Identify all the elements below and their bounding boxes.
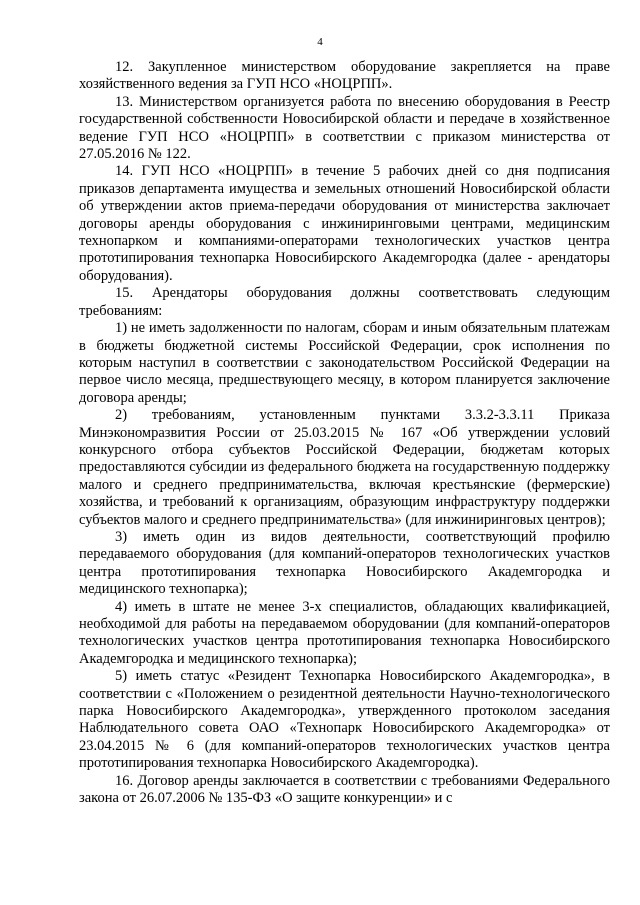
requirement-item-3: 3) иметь один из видов деятельности, соответствующий профилю передаваемого оборудования (для компаний-операторов технологических участков центра прототипирования технопарка Новосибирского Академгородка и медицинского технопарка);: [79, 528, 610, 598]
paragraph-16: 16. Договор аренды заключается в соответствии с требованиями Федерального закона от 26.07.2006 № 135-ФЗ «О защите конкуренции» и с: [79, 772, 610, 807]
requirement-item-1: 1) не иметь задолженности по налогам, сборам и иным обязательным платежам в бюджеты бюджетной системы Российской Федерации, срок исполнения по которым наступил в соответствии с законодательством Российской Федерации на первое число месяца, предшествующего месяцу, в котором планируется заключение договора аренды;: [79, 320, 610, 406]
document-body: [79, 59, 610, 807]
requirement-item-5: 5) иметь статус «Резидент Технопарка Новосибирского Академгородка», в соответствии с «Положением о резидентной деятельности Научно-технологического парка Новосибирского Академгородка», утвержденного протоколом заседания Наблюдательного совета ОАО «Технопарк Новосибирского Академгородка» от 23.04.2015 № 6 (для компаний-операторов технологических участков центра прототипирования технопарка Новосибирского Академгородка).: [79, 668, 610, 772]
paragraph-14: 14. ГУП НСО «НОЦРПП» в течение 5 рабочих дней со дня подписания приказов департамента имущества и земельных отношений Новосибирской области об утверждении актов приема-передачи оборудования от министерства заключает договоры аренды оборудования с инжиниринговыми центрами, медицинским технопарком и компаниями-операторами технологических участков центра прототипирования технопарка Новосибирского Академгородка (далее - арендаторы оборудования).: [79, 163, 610, 284]
requirement-item-2: 2) требованиям, установленным пунктами 3.3.2-3.3.11 Приказа Минэкономразвития России от 25.03.2015 № 167 «Об утверждении условий конкурсного отбора субъектов Российской Федерации, бюджетам которых предоставляются субсидии из федерального бюджета на государственную поддержку малого и среднего предпринимательства, включая крестьянские (фермерские) хозяйства, и требований к организациям, образующим инфраструктуру поддержки субъектов малого и среднего предпринимательства» (для инжиниринговых центров);: [79, 407, 610, 528]
page-number: 4: [317, 36, 323, 48]
paragraph-15: 15. Арендаторы оборудования должны соответствовать следующим требованиям:: [79, 285, 610, 319]
paragraph-13: 13. Министерством организуется работа по внесению оборудования в Реестр государственной собственности Новосибирской области и передаче в хозяйственное ведение ГУП НСО «НОЦРПП» в соответствии с приказом министерства от 27.05.2016 № 122.: [79, 93, 610, 163]
paragraph-12: 12. Закупленное министерством оборудование закрепляется на праве хозяйственного ведения за ГУП НСО «НОЦРПП».: [79, 59, 610, 93]
requirement-item-4: 4) иметь в штате не менее 3-х специалистов, обладающих квалификацией, необходимой для работы на передаваемом оборудовании (для компаний-операторов технологических участков центра прототипирования технопарка Новосибирского Академгородка и медицинского технопарка);: [79, 598, 610, 667]
